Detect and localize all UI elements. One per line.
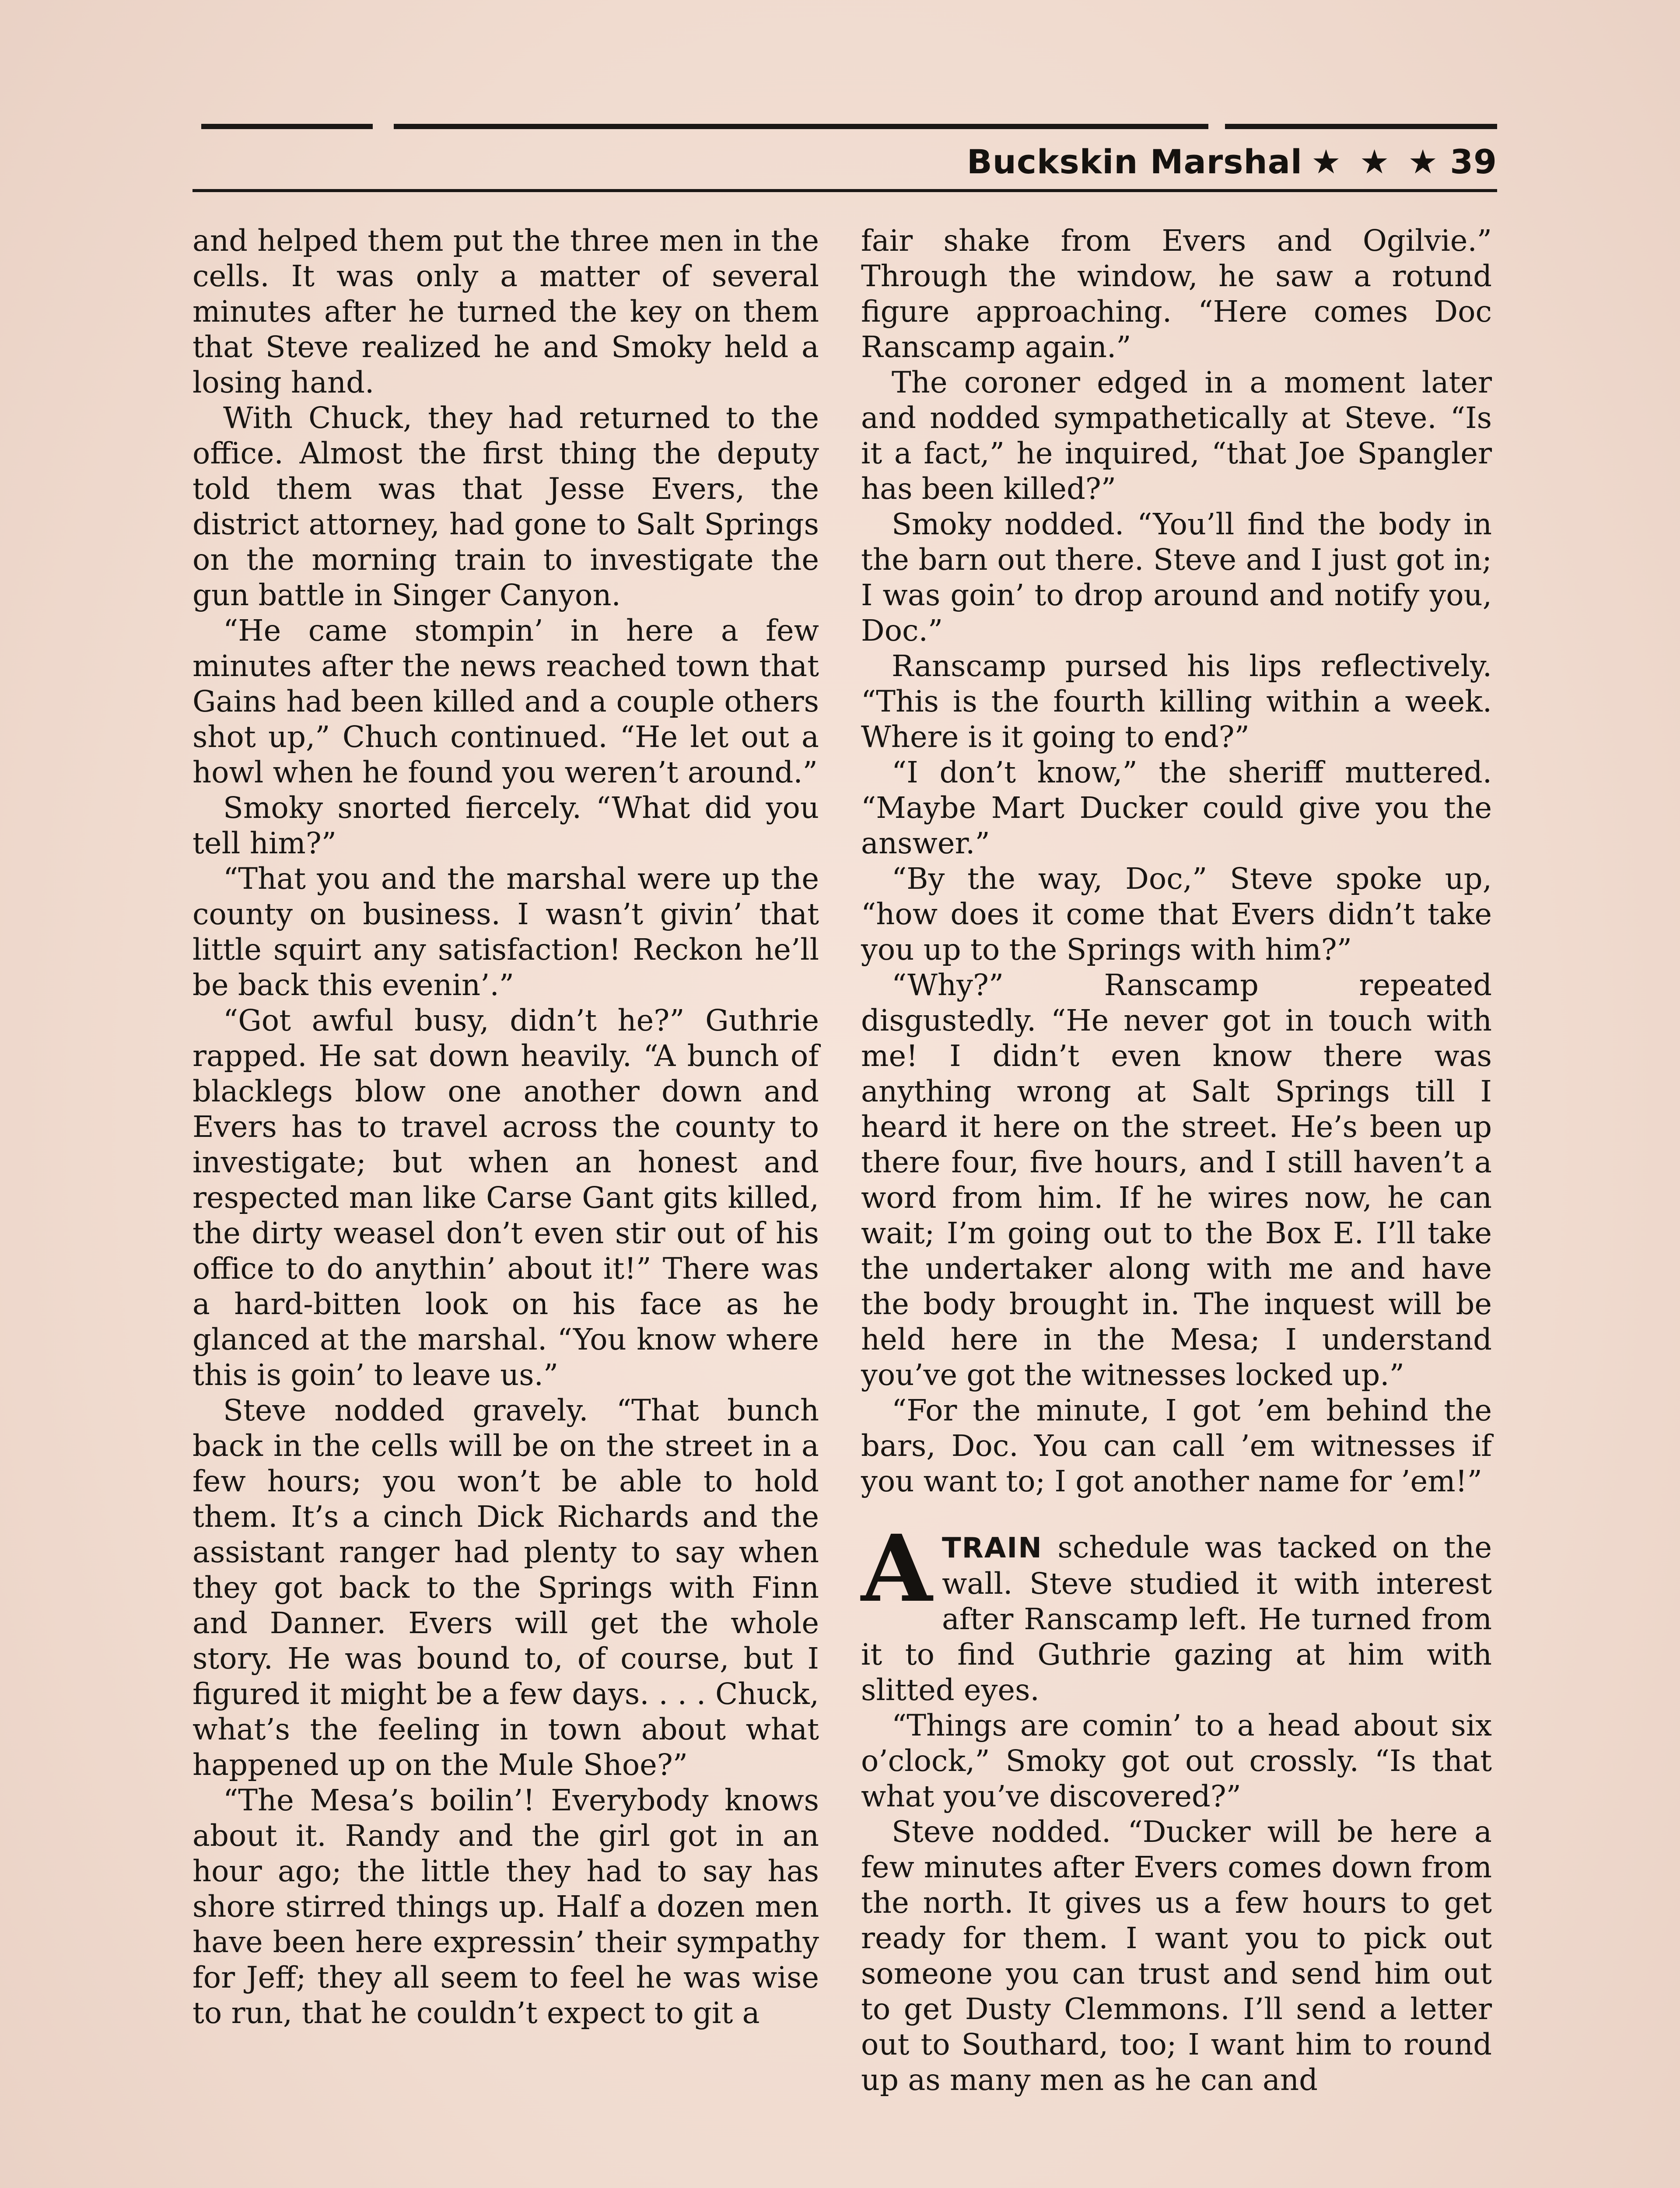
paragraph: Ranscamp pursed his lips reflectively. “This is the fourth killing within a week. Where is it going to end?” (861, 649, 1492, 754)
paragraph: “The Mesa’s boilin’! Everybody knows about it. Randy and the girl got in an hour ago; the little they had to say has shore stirred things up. Half a dozen men have been here expressin’ their sympathy for Jeff; they all seem to feel he was wise to run, that he couldn’t expect to git a (192, 1783, 819, 2030)
paragraph: “I don’t know,” the sheriff muttered. “Maybe Mart Ducker could give you the answer.” (861, 755, 1492, 860)
paragraph: Smoky nodded. “You’ll find the body in the barn out there. Steve and I just got in; I was goin’ to drop around and notify you, Doc.” (861, 507, 1492, 648)
book-title: Buckskin Marshal (966, 142, 1302, 181)
paragraph: “For the minute, I got ’em behind the bars, Doc. You can call ’em witnesses if you want to; I got another name for ’em!” (861, 1393, 1492, 1498)
paragraph: Steve nodded gravely. “That bunch back in the cells will be on the street in a few hours; you won’t be able to hold them. It’s a cinch Dick Richards and the assistant ranger had plenty to say when they got back to the Springs with Finn and Danner. Evers will get the whole story. He was bound to, of course, but I figured it might be a few days. . . . Chuck, what’s the feeling in town about what happened up on the Mule Shoe?” (192, 1393, 819, 1782)
section-break-paragraph (861, 1515, 1492, 1708)
top-rule-left (201, 124, 373, 129)
paragraph: fair shake from Evers and Ogilvie.” Through the window, he saw a rotund figure approaching. “Here comes Doc Ranscamp again.” (861, 224, 1492, 364)
header-rule (192, 189, 1497, 192)
top-rule-right (1225, 124, 1497, 129)
section-lead-word: TRAIN (942, 1532, 1043, 1564)
paragraph: “He came stompin’ in here a few minutes after the news reached town that Gains had been killed and a couple others shot up,” Chuch continued. “He let out a howl when he found you weren’t around.” (192, 614, 819, 789)
paragraph: Smoky snorted fiercely. “What did you tell him?” (192, 791, 819, 860)
paragraph: Steve nodded. “Ducker will be here a few minutes after Evers comes down from the north. It gives us a few hours to get ready for them. I want you to pick out someone you can trust and send him out to get Dusty Clemmons. I’ll send a letter out to Southard, too; I want him to round up as many men as he can and (861, 1815, 1492, 2097)
top-rule-middle (394, 124, 1208, 129)
running-head (967, 142, 1497, 181)
paragraph: “By the way, Doc,” Steve spoke up, “how does it come that Evers didn’t take you up to the Springs with him?” (861, 862, 1492, 967)
paragraph: With Chuck, they had returned to the office. Almost the first thing the deputy told them was that Jesse Evers, the district attorney, had gone to Salt Springs on the morning train to investigate the gun battle in Singer Canyon. (192, 401, 819, 612)
paragraph: “Things are comin’ to a head about six o’clock,” Smoky got out crossly. “Is that what you’ve discovered?” (861, 1708, 1492, 1813)
page-number: 39 (1450, 142, 1497, 181)
right-column (861, 223, 1492, 2098)
paragraph: “Why?” Ranscamp repeated disgustedly. “He never got in touch with me! I didn’t even know there was anything wrong at Salt Springs till I heard it here on the street. He’s been up there four, five hours, and I still haven’t a word from him. If he wires now, he can wait; I’m going out to the Box E. I’ll take the undertaker along with me and have the body brought in. The inquest will be held here in the Mesa; I understand you’ve got the witnesses locked up.” (861, 968, 1492, 1392)
paragraph: and helped them put the three men in the cells. It was only a matter of several minutes after he turned the key on them that Steve realized he and Smoky held a losing hand. (192, 224, 819, 400)
left-column (192, 223, 819, 2031)
drop-cap: A (861, 1515, 932, 1623)
section-break-text: schedule was tacked on the wall. Steve studied it with interest after Ranscamp left. He turned from it to find Guthrie gazing at him with slitted eyes. (861, 1530, 1492, 1707)
stars-ornament: ★ ★ ★ (1311, 142, 1442, 181)
paragraph: The coroner edged in a moment later and nodded sympathetically at Steve. “Is it a fact,” he inquired, “that Joe Spangler has been killed?” (861, 365, 1492, 506)
paragraph: “Got awful busy, didn’t he?” Guthrie rapped. He sat down heavily. “A bunch of blacklegs blow one another down and Evers has to travel across the county to investigate; but when an honest and respected man like Carse Gant gits killed, the dirty weasel don’t even stir out of his office to do anythin’ about it!” There was a hard-bitten look on his face as he glanced at the marshal. “You know where this is goin’ to leave us.” (192, 1003, 819, 1392)
paragraph: “That you and the marshal were up the county on business. I wasn’t givin’ that little squirt any satisfaction! Reckon he’ll be back this evenin’.” (192, 862, 819, 1002)
